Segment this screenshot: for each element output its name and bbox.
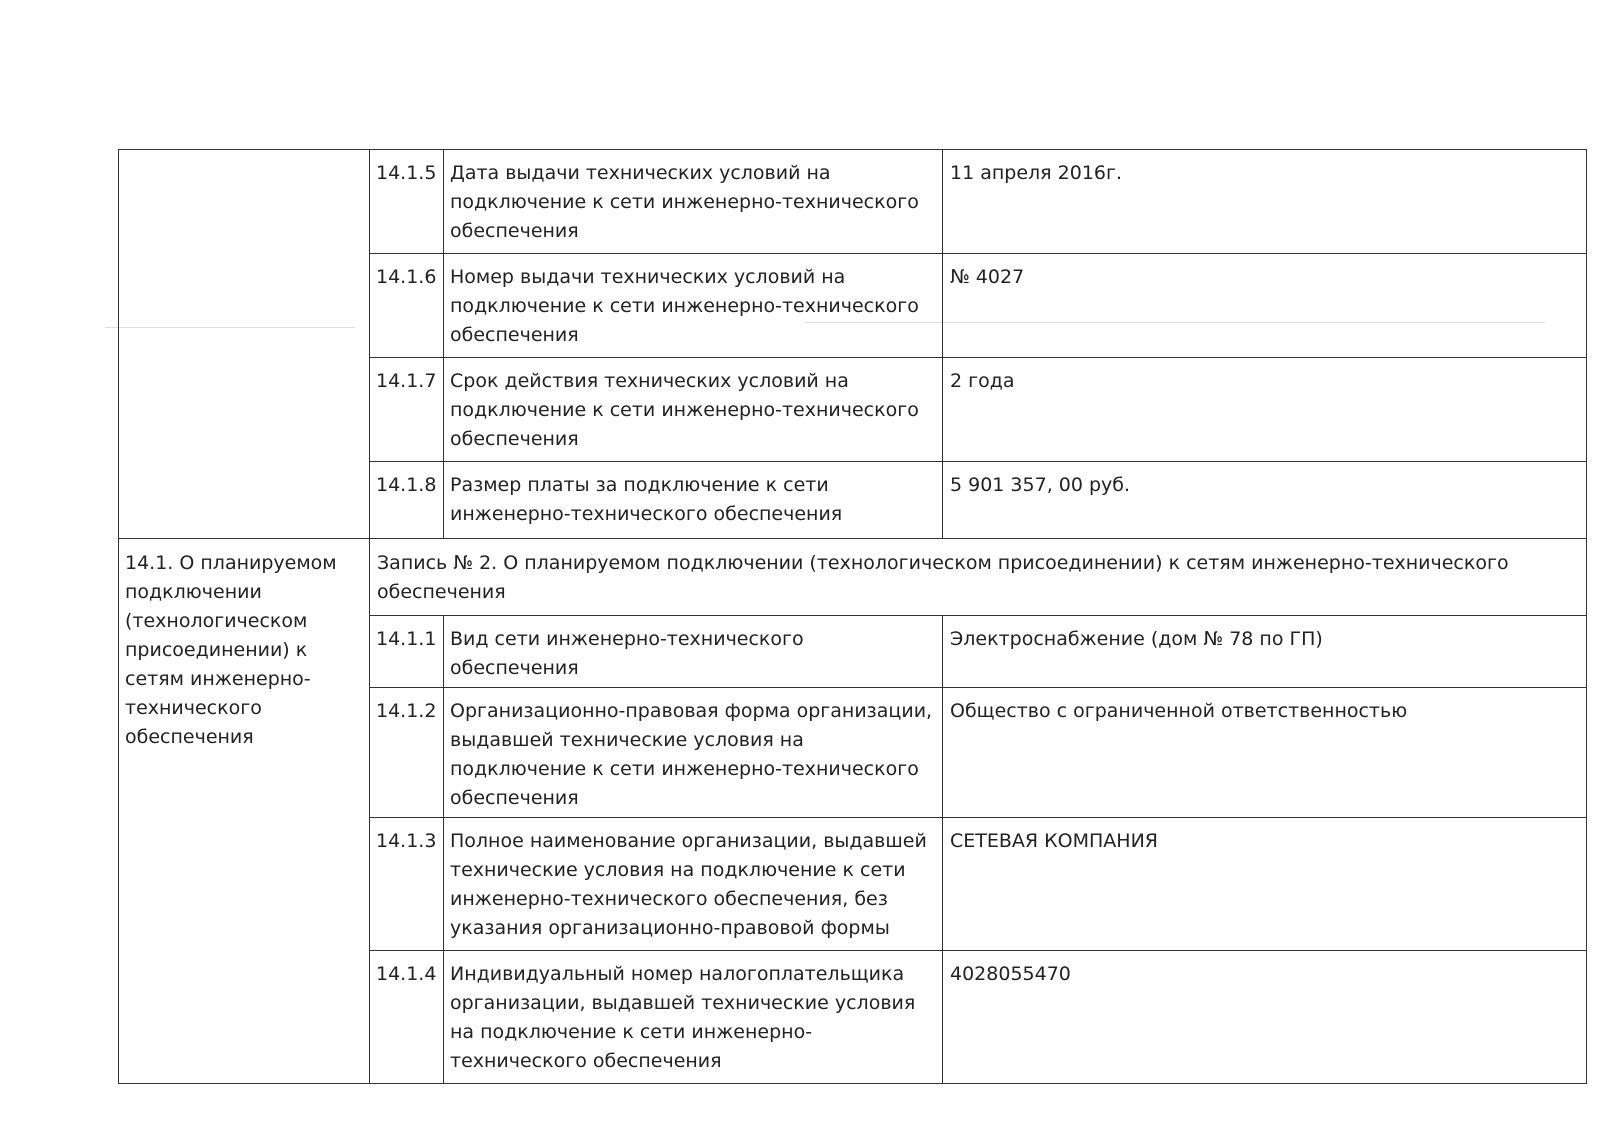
row-value: № 4027 — [943, 254, 1587, 358]
row-number: 14.1.5 — [370, 150, 444, 254]
connection-info-table — [118, 149, 1587, 1084]
row-number: 14.1.4 — [370, 951, 444, 1084]
row-label: Дата выдачи технических условий на подключение к сети инженерно-технического обеспечения — [444, 150, 943, 254]
table-row — [119, 539, 1587, 616]
row-value: 11 апреля 2016г. — [943, 150, 1587, 254]
row-number: 14.1.2 — [370, 688, 444, 818]
row-number: 14.1.3 — [370, 818, 444, 951]
row-label: Полное наименование организации, выдавшей технические условия на подключение к сети инженерно-технического обеспечения, без указания организационно-правовой формы — [444, 818, 943, 951]
row-value: Общество с ограниченной ответственностью — [943, 688, 1587, 818]
row-value: Электроснабжение (дом № 78 по ГП) — [943, 616, 1587, 688]
row-number: 14.1.1 — [370, 616, 444, 688]
section-label-cell: 14.1. О планируемом подключении (технологическом присоединении) к сетям инженерно-технического обеспечения — [119, 539, 370, 1084]
row-number: 14.1.7 — [370, 358, 444, 462]
table-row — [119, 150, 1587, 254]
row-label: Номер выдачи технических условий на подключение к сети инженерно-технического обеспечения — [444, 254, 943, 358]
row-label: Организационно-правовая форма организации, выдавшей технические условия на подключение к сети инженерно-технического обеспечения — [444, 688, 943, 818]
row-value: 4028055470 — [943, 951, 1587, 1084]
row-label: Срок действия технических условий на подключение к сети инженерно-технического обеспечения — [444, 358, 943, 462]
section-label-cell — [119, 150, 370, 539]
row-number: 14.1.6 — [370, 254, 444, 358]
row-value: СЕТЕВАЯ КОМПАНИЯ — [943, 818, 1587, 951]
row-value: 5 901 357, 00 руб. — [943, 462, 1587, 539]
row-label: Индивидуальный номер налогоплательщика организации, выдавшей технические условия на подключение к сети инженерно-технического обеспечения — [444, 951, 943, 1084]
row-label: Вид сети инженерно-технического обеспечения — [444, 616, 943, 688]
row-number: 14.1.8 — [370, 462, 444, 539]
row-value: 2 года — [943, 358, 1587, 462]
row-label: Размер платы за подключение к сети инженерно-технического обеспечения — [444, 462, 943, 539]
record-title: Запись № 2. О планируемом подключении (технологическом присоединении) к сетям инженерно-технического обеспечения — [370, 539, 1587, 616]
